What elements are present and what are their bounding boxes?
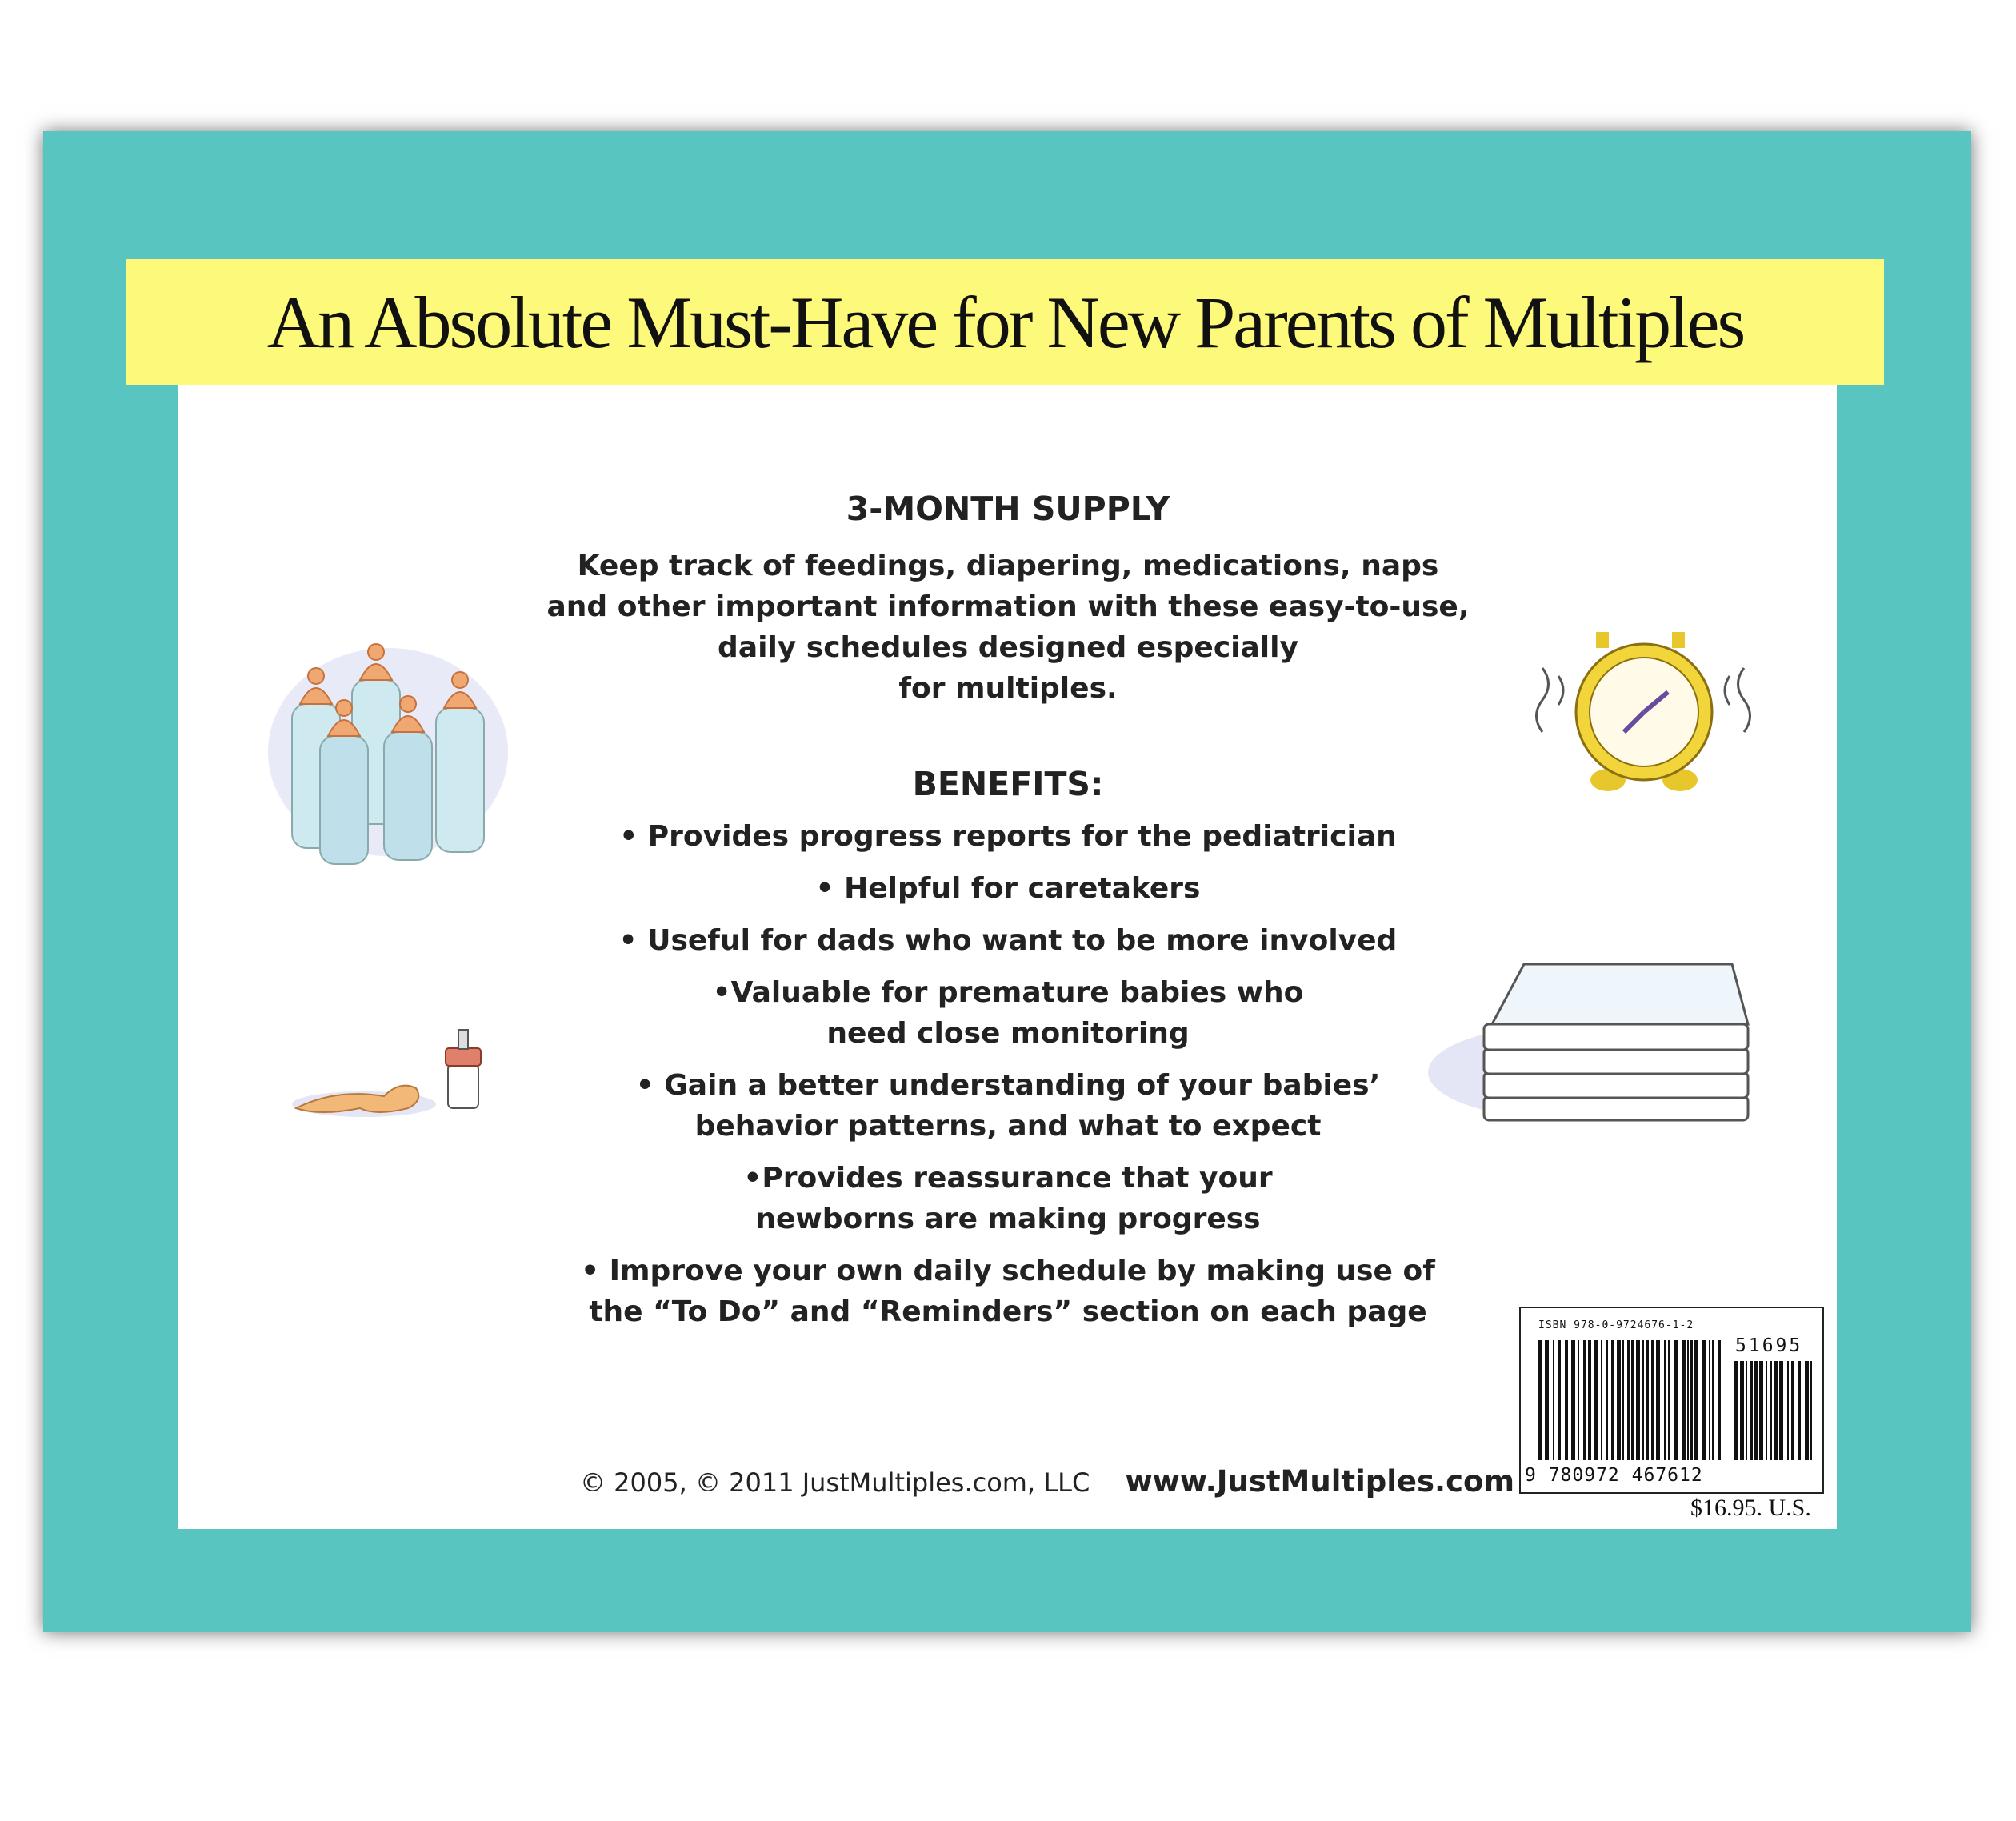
benefit-line: • Improve your own daily schedule by making use of bbox=[581, 1255, 1435, 1287]
diaper-stack-icon bbox=[1428, 952, 1764, 1152]
benefit-line: newborns are making progress bbox=[755, 1203, 1261, 1235]
benefit-line: need close monitoring bbox=[826, 1017, 1190, 1050]
benefits-list bbox=[512, 816, 1504, 1332]
price-code: 51695 bbox=[1735, 1335, 1803, 1356]
text-column bbox=[512, 490, 1504, 1343]
benefit-line: • Helpful for caretakers bbox=[815, 872, 1201, 905]
benefit-line: • Provides progress reports for the pediatrician bbox=[619, 820, 1397, 853]
supply-line: for multiples. bbox=[898, 672, 1118, 705]
benefit-item bbox=[512, 920, 1504, 961]
supply-description bbox=[512, 546, 1504, 709]
barcode-digits: 9 780972 467612 bbox=[1525, 1465, 1703, 1486]
copyright-footer bbox=[580, 1464, 1514, 1499]
title-banner bbox=[126, 259, 1884, 385]
barcode bbox=[1519, 1307, 1824, 1494]
isbn-text: ISBN 978-0-9724676-1-2 bbox=[1538, 1319, 1694, 1331]
benefit-item bbox=[512, 816, 1504, 857]
addon-barcode-bars bbox=[1734, 1361, 1814, 1460]
benefit-item bbox=[512, 972, 1504, 1054]
medicine-spoon-icon bbox=[292, 1028, 500, 1124]
supply-line: and other important information with these easy-to-use, bbox=[546, 590, 1470, 623]
benefit-item bbox=[512, 1251, 1504, 1332]
benefit-line: •Provides reassurance that your bbox=[743, 1162, 1273, 1195]
benefit-item bbox=[512, 1158, 1504, 1239]
benefit-item bbox=[512, 1065, 1504, 1147]
supply-line: daily schedules designed especially bbox=[718, 631, 1298, 664]
baby-bottles-icon bbox=[268, 632, 516, 872]
benefit-line: behavior patterns, and what to expect bbox=[694, 1110, 1322, 1143]
website-link[interactable]: www.JustMultiples.com bbox=[1125, 1464, 1514, 1499]
benefit-line: the “To Do” and “Reminders” section on each page bbox=[589, 1295, 1427, 1328]
alarm-clock-icon bbox=[1528, 628, 1760, 796]
benefit-item bbox=[512, 868, 1504, 909]
copyright-text: © 2005, © 2011 JustMultiples.com, LLC bbox=[580, 1467, 1090, 1498]
banner-title: An Absolute Must-Have for New Parents of Multiples bbox=[266, 281, 1744, 363]
benefit-line: • Useful for dads who want to be more involved bbox=[618, 924, 1398, 957]
benefits-heading: BENEFITS: bbox=[912, 765, 1104, 803]
barcode-bars bbox=[1538, 1340, 1726, 1460]
benefit-line: •Valuable for premature babies who bbox=[712, 976, 1304, 1009]
supply-line: Keep track of feedings, diapering, medications, naps bbox=[577, 550, 1439, 582]
price-label: $16.95. U.S. bbox=[1690, 1495, 1811, 1521]
supply-heading: 3-MONTH SUPPLY bbox=[846, 490, 1170, 528]
benefit-line: • Gain a better understanding of your babies’ bbox=[635, 1069, 1381, 1102]
